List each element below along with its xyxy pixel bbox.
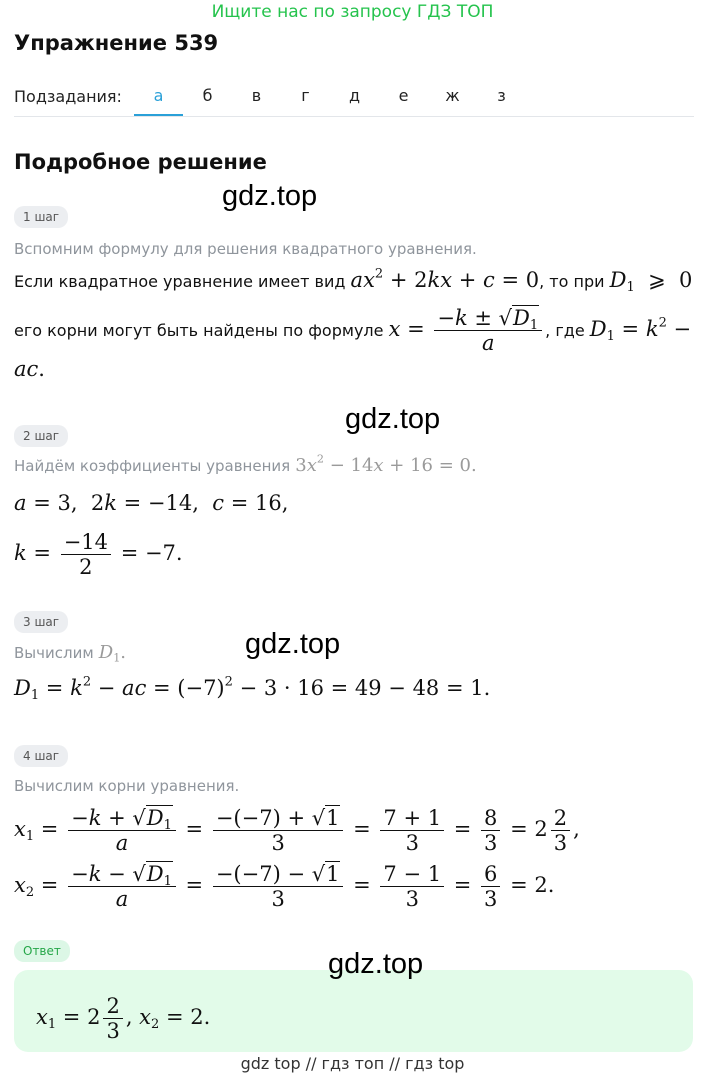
math-expression: $3x^2 - 14x + 16 = 0$. (295, 452, 477, 476)
subtasks-tabs (134, 78, 526, 116)
section-title: Подробное решение (14, 150, 267, 174)
math-expression: $D_1 = k^2$ − (589, 315, 692, 345)
answer-badge: Ответ (14, 940, 70, 962)
math-expression: a = 3, 2k = −14, c = 16, (14, 491, 289, 515)
step-hint: Вычислим (14, 644, 94, 662)
tabs-divider (14, 116, 694, 117)
tab-subtask-b[interactable]: б (202, 86, 213, 105)
step-hint: Вспомним формулу для решения квадратного уравнения. (14, 240, 477, 258)
footer-links[interactable]: gdz top // гдз топ // гдз top (240, 1054, 465, 1073)
step-2-hint-line (14, 452, 477, 476)
answer-expression: $x_1 = 2$ $\frac{2}{3}$ , $x_2 = 2$. (36, 994, 211, 1044)
tab-subtask-e[interactable]: е (398, 86, 409, 105)
step-badge: 4 шаг (14, 745, 68, 767)
step-hint: Вычислим корни уравнения. (14, 777, 240, 795)
step-hint: Найдём коэффициенты уравнения (14, 457, 291, 475)
math-expression: ac. (14, 357, 45, 381)
step-text: , то при (539, 272, 605, 291)
math-expression: x = $\frac{-k \pm √D_1}{a}$ (389, 317, 546, 341)
tab-subtask-zh[interactable]: ж (445, 86, 460, 105)
watermark: gdz.top (222, 180, 318, 212)
step-badge: 2 шаг (14, 425, 68, 447)
math-expression: $ax^2 + 2kx + c = 0$ (350, 266, 540, 292)
tab-subtask-g[interactable]: г (301, 86, 310, 105)
step-1-line-1 (14, 266, 693, 295)
step-1-line-2 (14, 306, 691, 355)
math-expression: $x_1$ = $\frac{-k + √D_1}{a}$ = $\frac{-(-7) + √1}{3}$ = $\frac{7 + 1}{3}$ = $\frac{8}{3}$ = 2 $\frac{2}{3}$ , (14, 806, 580, 856)
step-badge: 1 шаг (14, 206, 68, 228)
step-text: , где (545, 321, 585, 341)
subtasks-label: Подзадания: (14, 87, 122, 106)
promo-banner[interactable]: Ищите нас по запросу ГДЗ ТОП (211, 2, 494, 22)
watermark: gdz.top (328, 948, 424, 980)
math-expression: $D_1 = k^2$ − ac = $(-7)^2 - 3 \cdot 16 = 49 - 48 = 1$. (14, 674, 491, 703)
tab-subtask-z[interactable]: з (497, 86, 506, 105)
step-3-hint-line (14, 642, 126, 663)
tab-subtask-a[interactable]: а (134, 78, 183, 116)
math-expression: $D_1$. (98, 642, 127, 665)
tab-subtask-v[interactable]: в (251, 86, 262, 105)
watermark: gdz.top (345, 403, 441, 435)
step-badge: 3 шаг (14, 611, 68, 633)
step-text: Если квадратное уравнение имеет вид (14, 272, 346, 291)
tab-subtask-d[interactable]: д (348, 86, 361, 105)
math-expression: $x_2$ = $\frac{-k - √D_1}{a}$ = $\frac{-(-7) - √1}{3}$ = $\frac{7 - 1}{3}$ = $\frac{6}{3}$ = 2. (14, 862, 555, 912)
math-expression: $D_1$ ⩾ 0 (609, 268, 693, 295)
math-expression: k = $\frac{-14}{2}$ = −7. (14, 530, 183, 580)
step-text: его корни могут быть найдены по формуле (14, 321, 384, 341)
watermark: gdz.top (245, 628, 341, 660)
page-title: Упражнение 539 (14, 31, 219, 55)
